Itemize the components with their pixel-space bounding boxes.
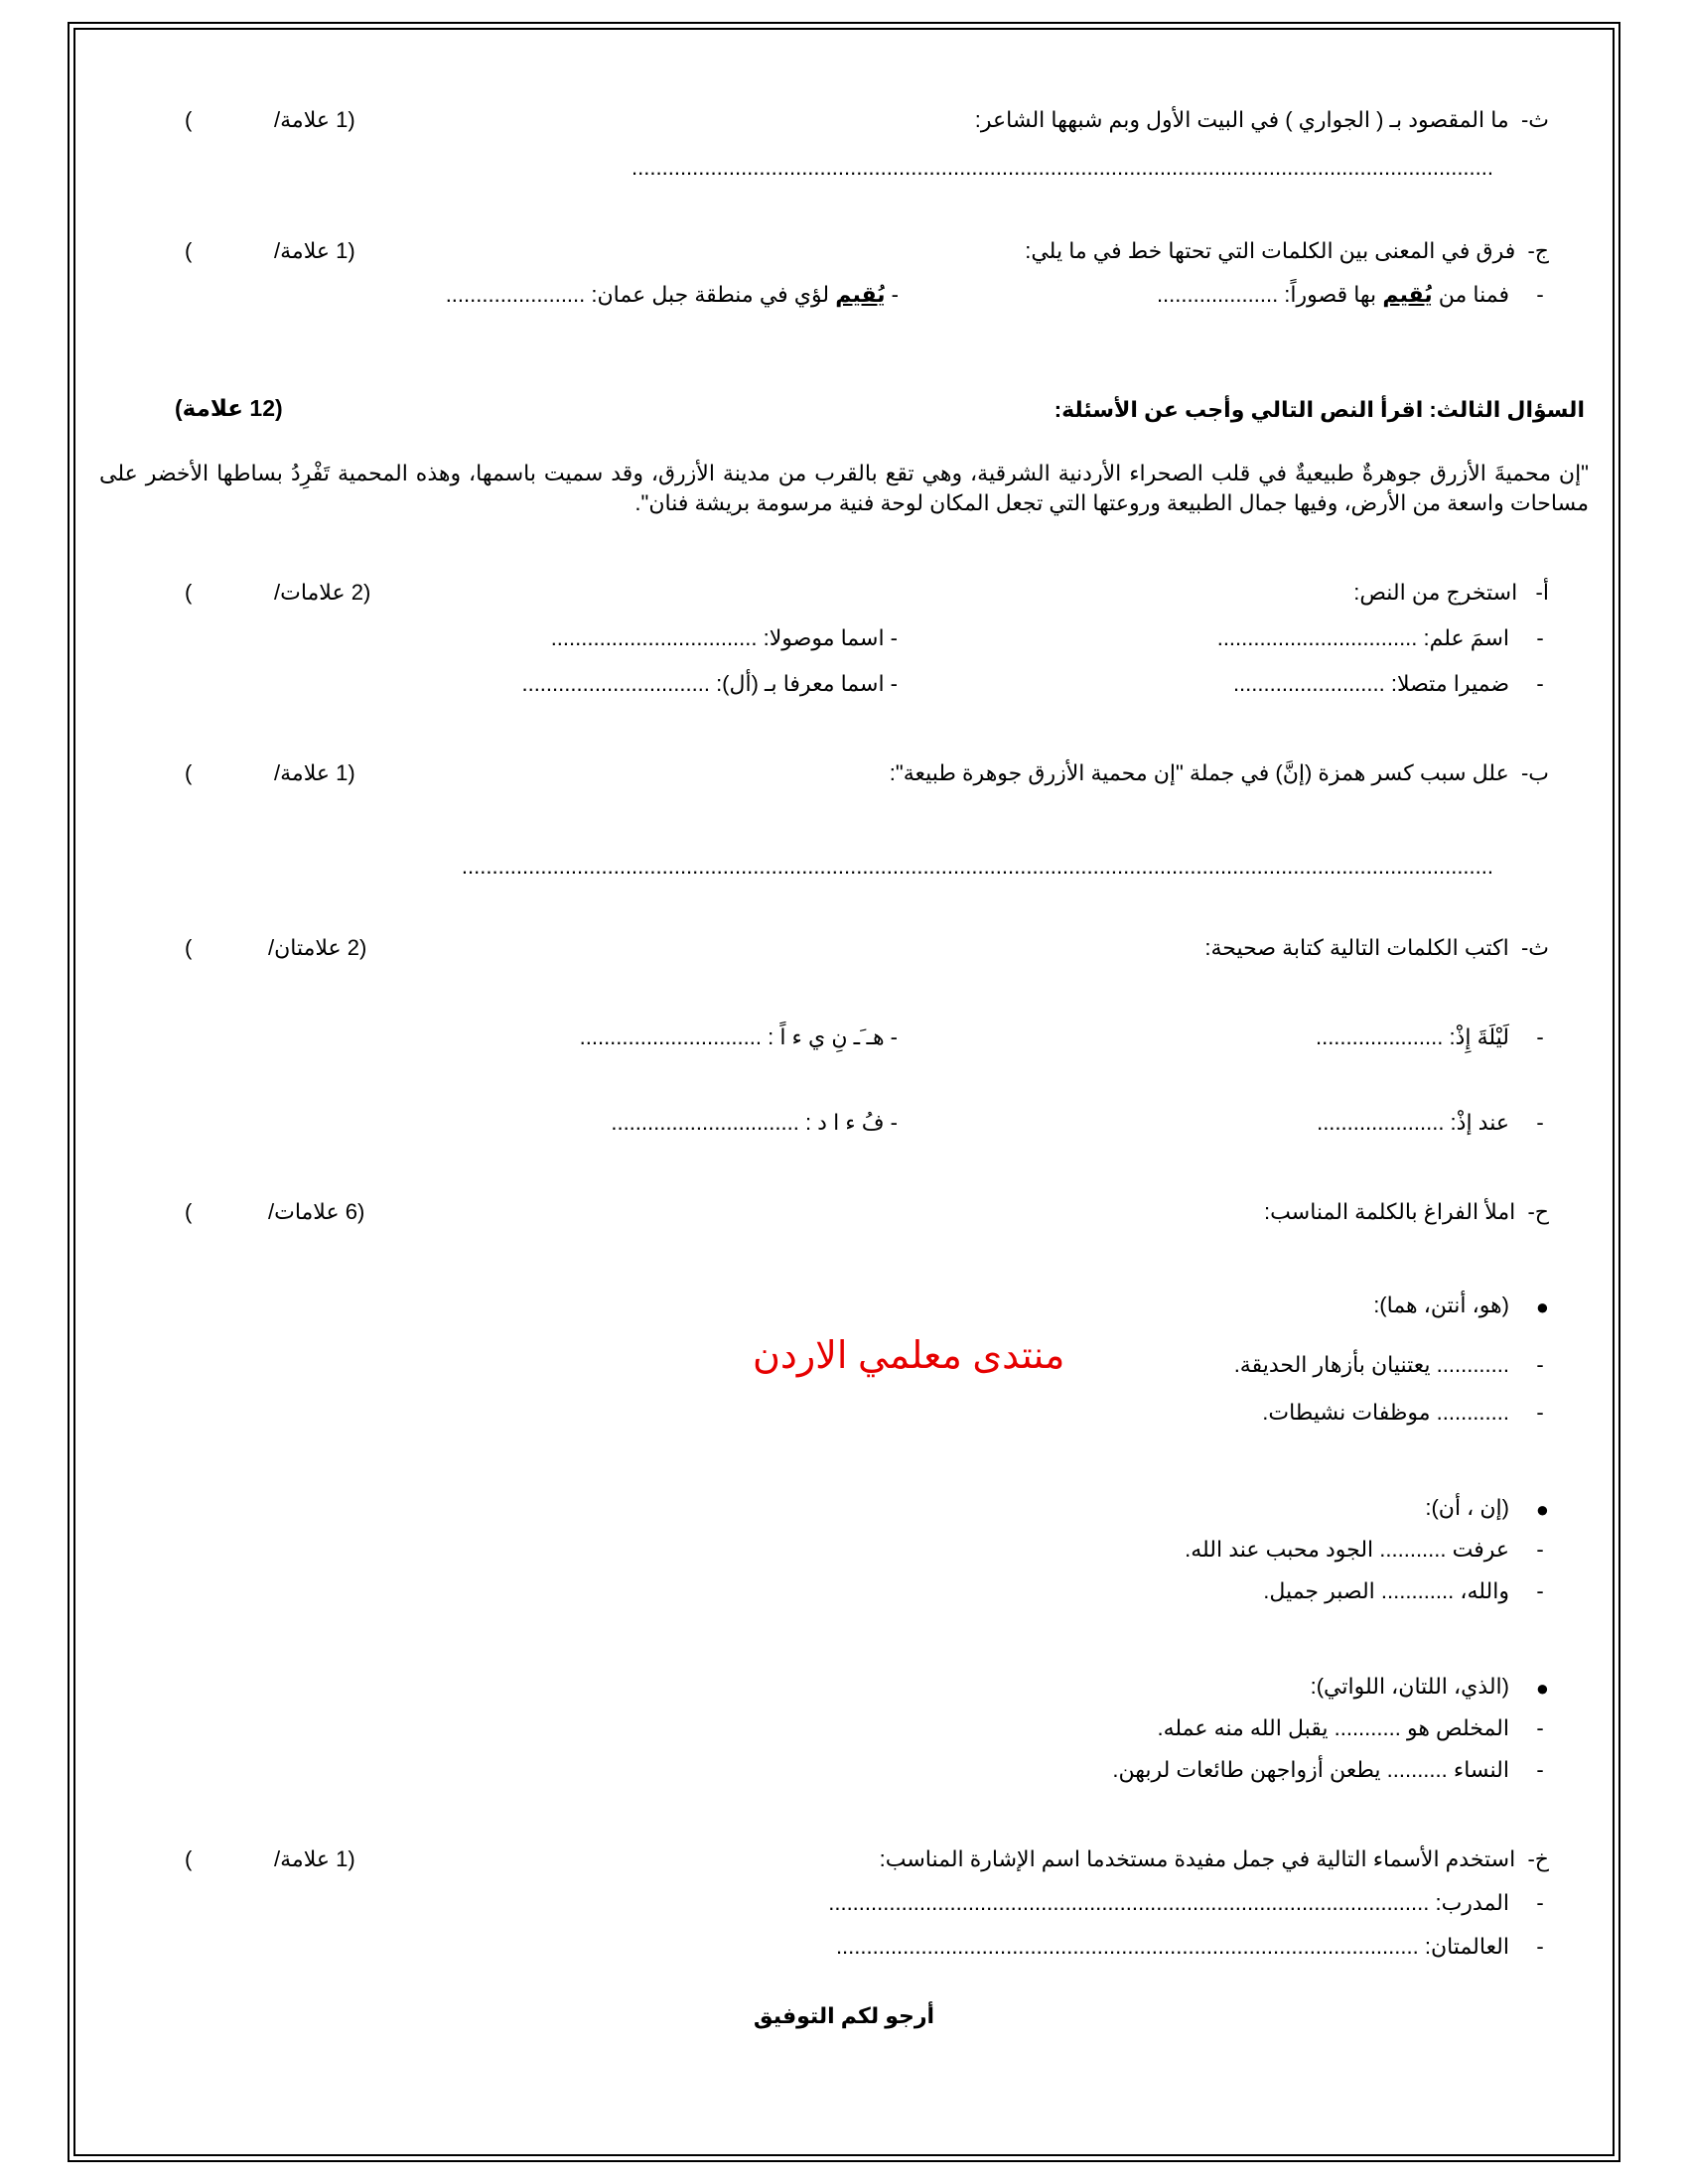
question-text: علل سبب كسر همزة (إنَّ) في جملة "إن محمية الأزرق جوهرة طبيعة": — [889, 760, 1509, 785]
question-label: ث- — [1520, 107, 1549, 132]
fill-blank-item[interactable]: ............ موظفات نشيطات. — [1262, 1400, 1509, 1425]
fill-blank-item[interactable]: والله، ............ الصبر جميل. — [1263, 1578, 1509, 1603]
mark-close-jeem-1: ) — [185, 238, 193, 263]
bullet-icon: ● — [1535, 1676, 1549, 1701]
answer-line[interactable]: .............................................................................................................................................. — [632, 155, 1493, 180]
answer-word-2[interactable]: - هـ َـ نِ ي ء اً : .............................. — [579, 1024, 898, 1049]
answer-attached-pronoun[interactable]: ضميرا متصلا: ......................... — [1232, 671, 1509, 696]
mark-tha-2: (2 علامتان/ — [268, 935, 367, 960]
answer-definite-noun[interactable]: - اسما معرفا بـ (أل): ............................... — [521, 671, 898, 696]
list-dash: - — [1536, 1934, 1544, 1959]
fill-blank-item[interactable]: عرفت ........... الجود محبب عند الله. — [1185, 1537, 1509, 1562]
answer-proper-noun[interactable]: اسمَ علم: ................................. — [1216, 625, 1509, 650]
question-jeem-1 — [1025, 236, 1549, 266]
forum-watermark: منتدى معلمي الاردن — [753, 1335, 1065, 1377]
word-group-2: (إن ، أن): — [1425, 1495, 1509, 1520]
list-dash: - — [1536, 1110, 1544, 1135]
answer-line[interactable]: .......................................................................................................................................................................... — [461, 854, 1493, 879]
bullet-icon: ● — [1535, 1497, 1549, 1522]
list-dash: - — [1536, 625, 1544, 650]
section-marks: (12 علامة) — [175, 395, 283, 421]
answer-item-1[interactable]: فمنا من يُقيم بها قصوراً: .................... — [1156, 282, 1509, 307]
mark-close-ha: ) — [185, 1199, 193, 1224]
list-dash: - — [1536, 282, 1544, 307]
mark-kha: (1 علامة/ — [274, 1846, 355, 1871]
list-dash: - — [1536, 1400, 1544, 1425]
mark-tha-1: (1 علامة/ — [274, 107, 355, 132]
question-label: ج- — [1527, 238, 1549, 263]
list-dash: - — [1536, 1537, 1544, 1562]
question-text: املأ الفراغ بالكلمة المناسب: — [1264, 1199, 1516, 1224]
list-dash: - — [1536, 1352, 1544, 1377]
answer-word-3[interactable]: عند إذْ: ..................... — [1317, 1110, 1509, 1135]
question-label: ح- — [1527, 1199, 1549, 1224]
mark-close-tha-1: ) — [185, 107, 193, 132]
mark-jeem-1: (1 علامة/ — [274, 238, 355, 263]
answer-word-4[interactable]: - فُ ء ا د : ............................... — [611, 1110, 898, 1135]
list-dash: - — [1536, 1024, 1544, 1049]
mark-alef: (2 علامات/ — [274, 580, 371, 605]
answer-relative-pronoun[interactable]: - اسما موصولا: .................................. — [550, 625, 898, 650]
question-text: استخدم الأسماء التالية في جمل مفيدة مستخدما اسم الإشارة المناسب: — [879, 1846, 1516, 1871]
mark-ha: (6 علامات/ — [268, 1199, 365, 1224]
question-ba — [890, 758, 1549, 788]
mark-close-ba: ) — [185, 760, 193, 785]
question-label: أ- — [1535, 580, 1549, 605]
list-dash: - — [1536, 671, 1544, 696]
mark-close-tha-2: ) — [185, 935, 193, 960]
mark-close-kha: ) — [185, 1846, 193, 1871]
list-dash: - — [1536, 1890, 1544, 1915]
word-group-1: (هو، أنتن، هما): — [1373, 1293, 1509, 1317]
question-kha — [880, 1844, 1549, 1874]
mark-close-alef: ) — [185, 580, 193, 605]
word-group-3: (الذي، اللتان، اللواتي): — [1310, 1674, 1509, 1699]
question-label: ب- — [1520, 760, 1549, 785]
list-dash: - — [1536, 1715, 1544, 1740]
question-tha-1 — [975, 105, 1549, 135]
section-title: السؤال الثالث: اقرأ النص التالي وأجب عن الأسئلة: — [1054, 397, 1585, 422]
list-dash: - — [1536, 1757, 1544, 1782]
answer-sentence-2[interactable]: العالمتان: ................................................................................................ — [835, 1934, 1509, 1959]
question-alef — [1353, 578, 1549, 608]
fill-blank-item[interactable]: النساء .......... يطعن أزواجهن طائعات لربهن. — [1112, 1757, 1509, 1782]
page-border-inner — [73, 28, 1615, 2156]
question-label: ث- — [1520, 935, 1549, 960]
mark-ba: (1 علامة/ — [274, 760, 355, 785]
list-dash: - — [1536, 1578, 1544, 1603]
question-text: اكتب الكلمات التالية كتابة صحيحة: — [1204, 935, 1509, 960]
fill-blank-item[interactable]: ............ يعتنيان بأزهار الحديقة. — [1233, 1352, 1509, 1377]
answer-item-2[interactable]: - يُقيم لؤي في منطقة جبل عمان: ....................... — [445, 282, 899, 307]
answer-sentence-1[interactable]: المدرب: ................................................................................................... — [828, 1890, 1509, 1915]
question-tha-2 — [1204, 933, 1549, 963]
closing-wish: أرجو لكم التوفيق — [753, 2003, 935, 2028]
question-text: استخرج من النص: — [1353, 580, 1518, 605]
bullet-icon: ● — [1535, 1295, 1549, 1319]
question-label: خ- — [1527, 1846, 1549, 1871]
answer-word-1[interactable]: لَيْلَةَ إِذْ: ..................... — [1315, 1024, 1509, 1049]
question-ha — [1264, 1197, 1549, 1227]
question-text: ما المقصود بـ ( الجواري ) في البيت الأول وبم شبهها الشاعر: — [974, 107, 1509, 132]
reading-passage: "إن محميةَ الأزرق جوهرةٌ طبيعيةٌ في قلب الصحراء الأردنية الشرقية، وهي تقع بالقرب من مدينة الأزرق، وقد سميت باسمها، وهذه المحمية تَفْرِدُ بساطها الأخضر على مساحات واسعة من الأرض، وفيها جمال الطبيعة وروعتها التي تجعل المكان لوحة فنية مرسومة بريشة فنان". — [99, 461, 1589, 515]
question-text: فرق في المعنى بين الكلمات التي تحتها خط في ما يلي: — [1025, 238, 1516, 263]
fill-blank-item[interactable]: المخلص هو ........... يقبل الله منه عمله. — [1157, 1715, 1509, 1740]
